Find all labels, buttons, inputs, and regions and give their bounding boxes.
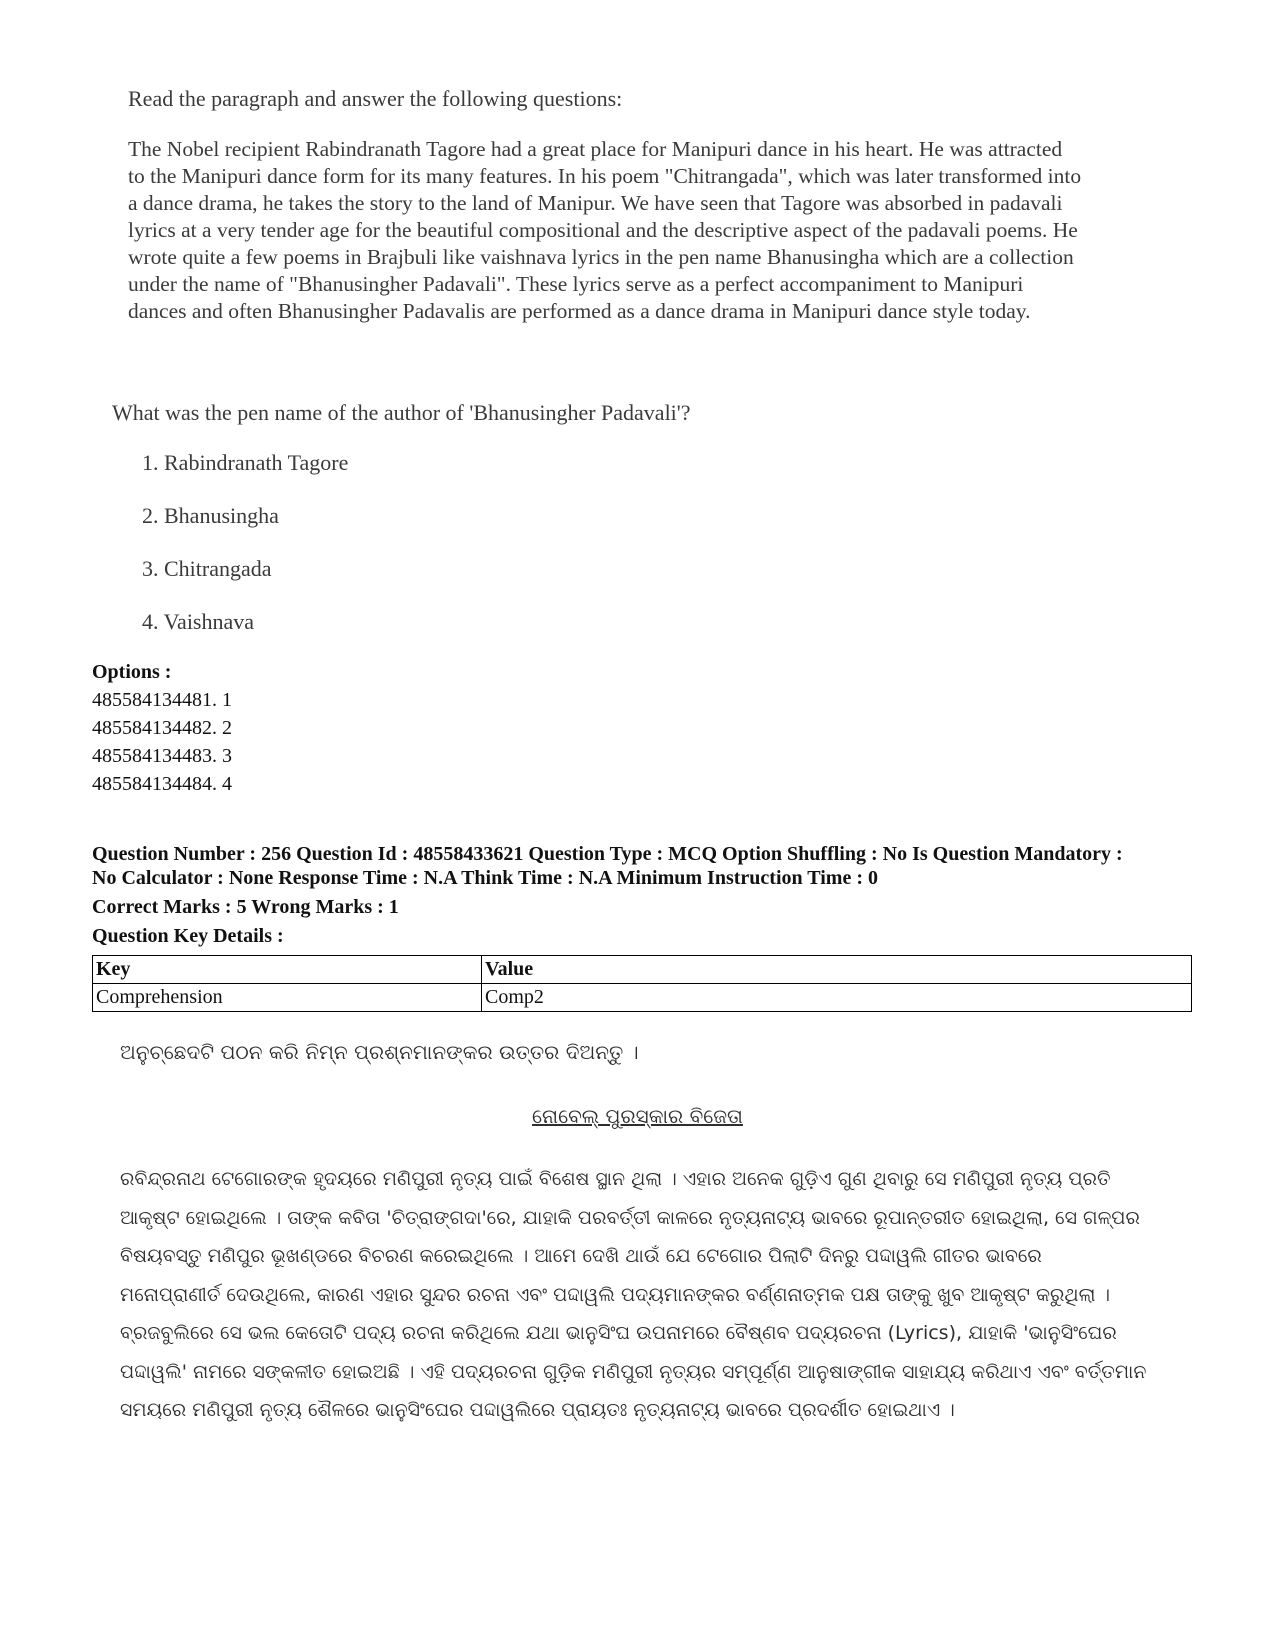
question-text: What was the pen name of the author of 'Bhanusingher Padavali'? <box>112 400 691 425</box>
paragraph-line: dances and often Bhanusingher Padavalis are performed as a dance drama in Manipuri dance style today. <box>128 299 1031 323</box>
comprehension-paragraph <box>128 136 1188 325</box>
question-meta-line: No Calculator : None Response Time : N.A Think Time : N.A Minimum Instruction Time : 0 <box>92 867 878 889</box>
comprehension-instruction: Read the paragraph and answer the following questions: <box>128 86 623 111</box>
odia-paragraph-line: ବିଷୟବସ୍ତୁ ମଣିପୁର ଭୂଖଣ୍ଡରେ ବିଚରଣ କରେଇଥିଲେ । ଆମେ ଦେଖି ଥାଉଁ ଯେ ଟେଗୋର ପିଲାଟି ଦିନରୁ ପଦ୍ଦାୱଲି ଗୀତର ଭାବରେ <box>120 1245 1042 1267</box>
marks-line: Correct Marks : 5 Wrong Marks : 1 <box>92 896 399 918</box>
paragraph-line: to the Manipuri dance form for its many features. In his poem "Chitrangada", which was later transformed into <box>128 164 1082 188</box>
answer-choice-2: 2. Bhanusingha <box>142 503 279 528</box>
odia-title: ନୋବେଲ୍ ପୁରସ୍କାର ବିଜେତା <box>532 1104 743 1128</box>
cell-value: Comp2 <box>482 984 1192 1012</box>
paragraph-line: under the name of "Bhanusingher Padavali". These lyrics serve as a perfect accompaniment to Manipuri <box>128 272 1024 296</box>
question-meta-line: Question Number : 256 Question Id : 48558433621 Question Type : MCQ Option Shuffling : No Is Question Mandatory : <box>92 843 1123 865</box>
key-details-label: Question Key Details : <box>92 925 284 947</box>
option-item: 485584134481. 1 <box>92 689 232 711</box>
option-item: 485584134482. 2 <box>92 717 232 739</box>
odia-paragraph <box>120 1160 1180 1430</box>
option-item: 485584134483. 3 <box>92 745 232 767</box>
answer-choice-1: 1. Rabindranath Tagore <box>142 450 349 475</box>
header-value: Value <box>482 956 1192 984</box>
odia-paragraph-line: ଆକୃଷ୍ଟ ହୋଇଥିଲେ । ତାଙ୍କ କବିତା 'ଚିତ୍ରାଙ୍ଗଦା'ରେ, ଯାହାକି ପରବର୍ତ୍ତୀ କାଳରେ ନୃତ୍ୟନାଟ୍ୟ ଭାବରେ ରୂପାନ୍ତରୀତ ହୋଇଥିଲା, ସେ ଗଳ୍ପର <box>120 1206 1140 1229</box>
odia-instruction: ଅନୁଚ୍ଛେଦଟି ପଠନ କରି ନିମ୍ନ ପ୍ରଶ୍ନମାନଙ୍କର ଉତ୍ତର ଦିଅନ୍ତୁ । <box>120 1040 639 1064</box>
cell-key: Comprehension <box>93 984 482 1012</box>
paragraph-line: lyrics at a very tender age for the beautiful compositional and the descriptive aspect of the padavali poems. He <box>128 218 1078 242</box>
header-key: Key <box>93 956 482 984</box>
options-label: Options : <box>92 661 172 683</box>
odia-paragraph-line: ବ୍ରଜବୁଲିରେ ସେ ଭଲ କେତୋଟି ପଦ୍ୟ ରଚନା କରିଥିଲେ ଯଥା ଭାନୁସିଂଘ ଉପନାମରେ ବୈଷ୍ଣବ ପଦ୍ୟରଚନା (Lyrics), ଯାହାକି 'ଭାନୁସିଂଘେର <box>120 1322 1117 1344</box>
table-header-row <box>93 956 1192 984</box>
odia-paragraph-line: ରବିନ୍ଦ୍ରନାଥ ଟେଗୋରଙ୍କ ହୃଦୟରେ ମଣିପୁରୀ ନୃତ୍ୟ ପାଇଁ ବିଶେଷ ସ୍ଥାନ ଥିଲା । ଏହାର ଅନେକ ଗୁଡ଼ିଏ ଗୁଣ ଥିବାରୁ ସେ ମଣିପୁରୀ ନୃତ୍ୟ ପ୍ରତି <box>120 1168 1111 1190</box>
option-item: 485584134484. 4 <box>92 773 232 795</box>
odia-paragraph-line: ମନୋପ୍ରାଣୀର୍ତ ଦେଉଥିଲେ, କାରଣ ଏହାର ସୁନ୍ଦର ରଚନା ଏବଂ ପଦ୍ଦାୱଲି ପଦ୍ୟମାନଙ୍କର ବର୍ଣ୍ଣନାତ୍ମକ ପକ୍ଷ ତାଙ୍କୁ ଖୁବ ଆକୃଷ୍ଟ କରୁଥିଲା । <box>120 1283 1111 1306</box>
odia-paragraph-line: ସମୟରେ ମଣିପୁରୀ ନୃତ୍ୟ ଶୈଳରେ ଭାନୁସିଂଘେର ପଦ୍ଦାୱଲିରେ ପ୍ରାୟତଃ ନୃତ୍ୟନାଟ୍ୟ ଭାବରେ ପ୍ରଦର୍ଶୀତ ହୋଇଥାଏ । <box>120 1399 955 1421</box>
answer-choice-3: 3. Chitrangada <box>142 556 272 581</box>
table-row <box>93 984 1192 1012</box>
paragraph-line: The Nobel recipient Rabindranath Tagore had a great place for Manipuri dance in his heart. He was attracted <box>128 137 1063 161</box>
key-details-table <box>92 955 1192 1012</box>
odia-paragraph-line: ପଦ୍ଦାୱଲି' ନାମରେ ସଙ୍କଳୀତ ହୋଇଅଛି । ଏହି ପଦ୍ୟରଚନା ଗୁଡ଼ିକ ମଣିପୁରୀ ନୃତ୍ୟର ସମ୍ପୂର୍ଣ୍ଣ ଆନୁଷାଙ୍ଗୀକ ସାହାଯ୍ୟ କରିଥାଏ ଏବଂ ବର୍ତ୍ତମାନ <box>120 1360 1147 1383</box>
paragraph-line: wrote quite a few poems in Brajbuli like vaishnava lyrics in the pen name Bhanusingha which are a collection <box>128 245 1074 269</box>
answer-choice-4: 4. Vaishnava <box>142 609 255 634</box>
paragraph-line: a dance drama, he takes the story to the land of Manipur. We have seen that Tagore was absorbed in padavali <box>128 191 1063 215</box>
